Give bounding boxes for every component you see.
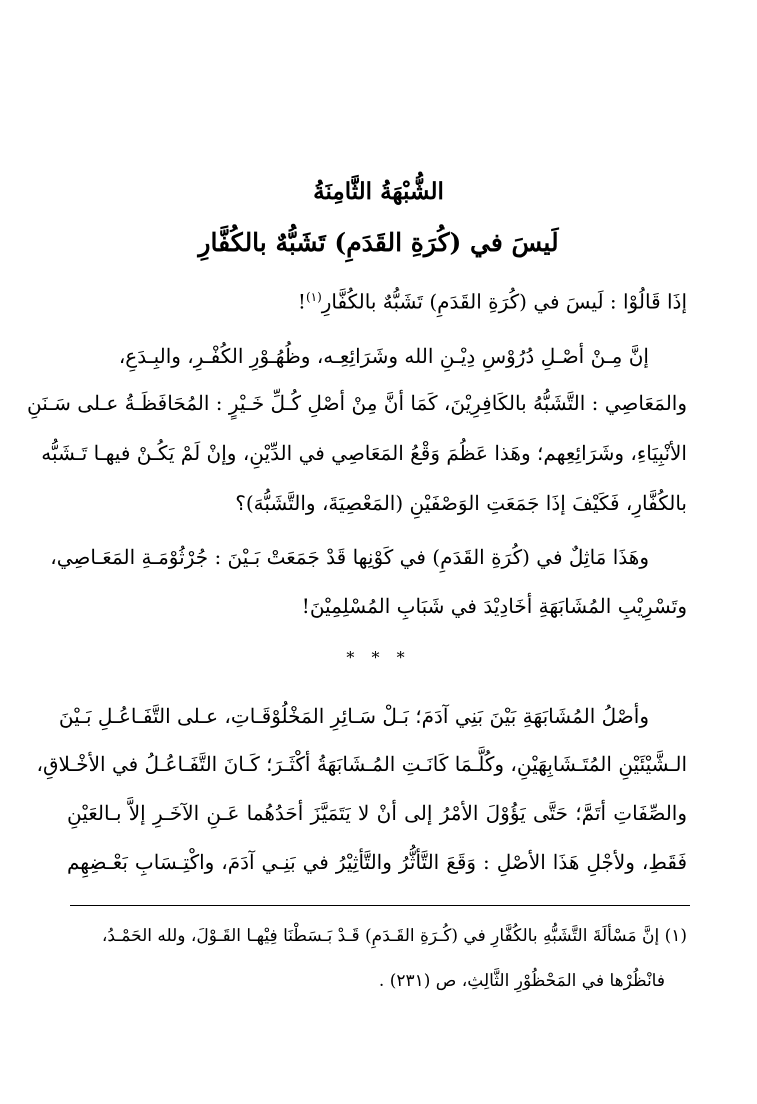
- intro-end: !: [297, 289, 306, 314]
- footnote-line: (١) إنَّ مَسْألَةَ التَّشَبُّهِ بالكُفَّارِ في (كُـرَةِ القَـدَمِ) قَـدْ بَـسَطْنَا فِيْهـا القَـوْلَ، ولله الحَمْـدُ،: [101, 926, 687, 946]
- paragraph-line: فَقَطِ، ولأجْلِ هَذَا الأصْلِ : وَقَعَ التَّأثُّرُ والتَّأثِيْرُ في بَنِـي آدَمَ، واكْتِـسَابِ بَعْـضِهِم: [67, 850, 687, 874]
- intro-line: [298, 281, 687, 318]
- section-separator: * * *: [346, 648, 411, 667]
- paragraph-line: الأنْبِيَاءِ، وشَرَائِعِهم؛ وهَذا عَظُمَ وَقْعُ المَعَاصِي في الدِّيْنِ، وإنْ لَمْ يَكُـنْ فيهـا تَـشَبُّه: [41, 441, 687, 465]
- paragraph-line: بالكُفَّارِ، فَكَيْفَ إذَا جَمَعَتِ الوَصْفَيْنِ (المَعْصِيَةَ، والتَّشَبُّهَ)؟: [235, 491, 687, 515]
- chapter-title: الشُّبْهَةُ الثَّامِنَةُ: [313, 178, 444, 205]
- paragraph-line: وهَذَا مَاثِلٌ في (كُرَةِ القَدَمِ) في كَوْنِها قَدْ جَمَعَتْ بَـيْنَ : جُرْثُوْمَـةِ المَعَـاصِي،: [50, 545, 649, 569]
- paragraph-line: وتَسْرِيْبِ المُشَابَهَةِ أخَادِيْدَ في شَبَابِ المُسْلِمِيْنَ!: [301, 594, 687, 618]
- intro-text: إذَا قَالُوْا : لَيسَ في (كُرَةِ القَدَمِ) تَشَبُّهٌ بالكُفَّارِ: [321, 289, 687, 314]
- footnote-marker[interactable]: (١): [305, 290, 322, 304]
- chapter-subtitle: لَيسَ في (كُرَةِ القَدَمِ) تَشَبُّهٌ بالكُفَّارِ: [198, 228, 559, 257]
- paragraph-line: والمَعَاصِي : التَّشَبُّهُ بالكَافِرِيْنَ، كَمَا أنَّ مِنْ أصْلِ كُـلِّ خَـيْرٍ : المُحَافَظَـةُ عـلى سَـنَنِ: [27, 391, 687, 415]
- paragraph-line: الـشَّيْئَيْنِ المُتَـشَابِهَيْنِ، وكُلَّـمَا كَانَـتِ المُـشَابَهَةُ أكْثَـرَ؛ كَـانَ التَّفَـاعُـلُ في الأخْـلاقِ،: [36, 752, 687, 776]
- paragraph-line: إنَّ مِـنْ أصْـلِ دُرُوْسِ دِيْـنِ الله وشَرَائِعِـه، وظُهُـوْرِ الكُفْـرِ، والبِـدَعِ،: [118, 344, 649, 368]
- footnote-divider: [70, 905, 690, 906]
- paragraph-line: وأصْلُ المُشَابَهَةِ بَيْنَ بَنِي آدَمَ؛ بَـلْ سَـائِرِ المَخْلُوْقَـاتِ، عـلى التَّفَـاعُـلِ بَـيْنَ: [58, 704, 649, 728]
- footnote-line: فانْظُرْها في المَحْظُوْرِ الثَّالِثِ، ص (٢٣١) .: [378, 971, 665, 991]
- paragraph-line: والصِّفَاتِ أتَمَّ؛ حَتَّى يَؤُوْلَ الأمْرُ إلى أنْ لا يَتَمَيَّزَ أحَدُهُما عَـنِ الآخَـرِ إلاَّ بـالعَيْنِ: [67, 801, 687, 825]
